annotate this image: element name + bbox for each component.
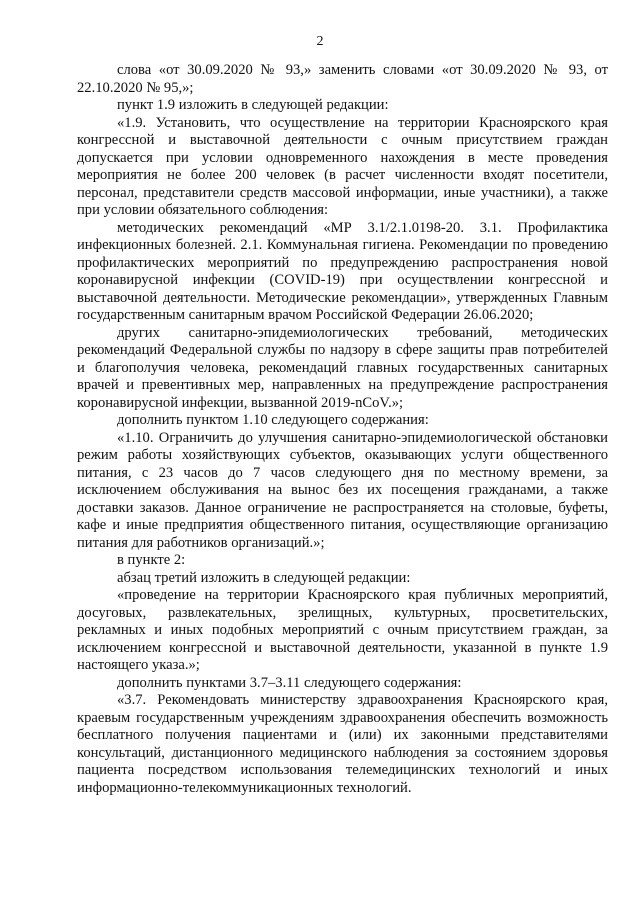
paragraph-item-1-9: «1.9. Установить, что осуществление на территории Красноярского края конгрессной и выставочной деятельности с очным присутствием граждан допускается при условии одновременного нахождения в месте проведения мероприятия не более 200 человек (в расчет численности входят посетители, персонал, представители средств массовой информации, иные участники), а также при условии обязательного соблюдения:: [77, 114, 608, 218]
paragraph-item-3-7: «3.7. Рекомендовать министерству здравоохранения Красноярского края, краевым государственным учреждениям здравоохранения обеспечить возможность бесплатного получения пациентами и (или) их законными представителями консультаций, дистанционного медицинского наблюдения за состоянием здоровья пациента посредством использования телемедицинских технологий и иных информационно-телекоммуникационных технологий.: [77, 692, 608, 796]
paragraph-item-1-10-intro: дополнить пунктом 1.10 следующего содержания:: [117, 412, 429, 428]
paragraph-other-requirements: других санитарно-эпидемиологических требований, методических рекомендаций Федеральной службы по надзору в сфере защиты прав потребителей и благополучия человека, рекомендаций главных государственных санитарных врачей и превентивных мер, направленных на предупреждение распространения коронавирусной инфекции, вызванной 2019-nCoV.»;: [77, 324, 608, 411]
paragraph-public-events: «проведение на территории Красноярского края публичных мероприятий, досуговых, развлекательных, зрелищных, культурных, просветительских, рекламных и иных подобных мероприятий с очным присутствием граждан, за исключением конгрессной и выставочной деятельности, указанной в пункте 1.9 настоящего указа.»;: [77, 587, 608, 673]
paragraph-item-2-intro: в пункте 2:: [117, 552, 186, 568]
paragraph-replace-words: слова «от 30.09.2020 № 93,» заменить словами «от 30.09.2020 № 93, от 22.10.2020 № 95,»;: [77, 62, 608, 96]
paragraph-items-3-7-3-11-intro: дополнить пунктами 3.7–3.11 следующего содержания:: [117, 674, 462, 691]
page-number: 2: [316, 34, 324, 49]
document-body: [77, 62, 608, 797]
paragraph-item-1-9-intro: пункт 1.9 изложить в следующей редакции:: [117, 97, 389, 113]
paragraph-third-subparagraph-intro: абзац третий изложить в следующей редакции:: [117, 569, 411, 586]
paragraph-methodical-recommendations: методических рекомендаций «МР 3.1/2.1.0198-20. 3.1. Профилактика инфекционных болезней. 2.1. Коммунальная гигиена. Рекомендации по проведению профилактических мероприятий по предупреждению распространения новой коронавирусной инфекции (COVID-19) при осуществлении конгрессной и выставочной деятельности. Методические рекомендации», утвержденных Главным государственным санитарным врачом Российской Федерации 26.06.2020;: [77, 219, 608, 323]
paragraph-item-1-10: «1.10. Ограничить до улучшения санитарно-эпидемиологической обстановки режим работы хозяйствующих субъектов, оказывающих услуги общественного питания, с 23 часов до 7 часов следующего дня по местному времени, за исключением обслуживания на вынос без их посещения гражданами, а также доставки заказов. Данное ограничение не распространяется на столовые, буфеты, кафе и иные предприятия общественного питания, осуществляющие организацию питания для работников организаций.»;: [77, 429, 608, 551]
